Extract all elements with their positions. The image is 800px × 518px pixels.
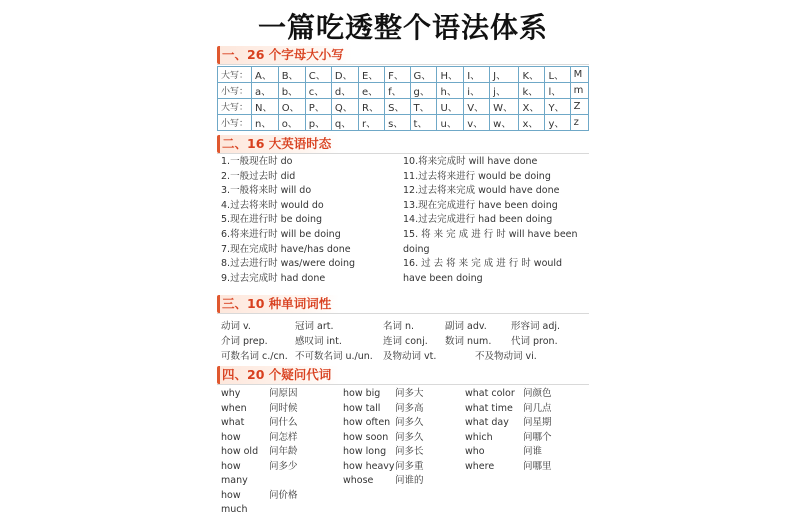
wh-item	[343, 387, 424, 402]
wh-column-2	[343, 387, 424, 489]
wh-meaning: 问年龄	[269, 446, 298, 457]
divider	[217, 384, 589, 385]
wh-meaning: 问多少	[269, 460, 298, 472]
alphabet-cell: U、	[437, 99, 464, 115]
wh-word: what	[221, 417, 245, 428]
page-title: 一篇吃透整个语法体系	[257, 11, 548, 44]
pos-item: 冠词 art.	[295, 321, 334, 332]
alphabet-cell: s、	[385, 115, 410, 131]
alphabet-cell: Q、	[331, 99, 358, 115]
alphabet-cell: H、	[437, 67, 464, 83]
alphabet-cell: u、	[437, 115, 464, 131]
alphabet-cell: P、	[305, 99, 331, 115]
wh-word: why	[221, 388, 241, 399]
alphabet-cell: z	[570, 115, 588, 131]
wh-meaning: 问多久	[395, 431, 424, 443]
wh-meaning: 问时候	[269, 402, 298, 414]
alphabet-cell: B、	[278, 67, 305, 83]
alphabet-cell: V、	[464, 99, 490, 115]
tense-item: 15. 将 来 完 成 进 行 时 will have been doing	[403, 228, 578, 255]
section-tenses-header	[217, 135, 339, 153]
divider	[217, 313, 589, 314]
alphabet-cell: w、	[490, 115, 519, 131]
alphabet-row-label: 小写：	[218, 83, 252, 99]
tense-item: 5.现在进行时 be doing	[221, 214, 323, 226]
alphabet-cell: j、	[490, 83, 519, 99]
wh-item	[343, 402, 424, 417]
wh-word: where	[465, 460, 495, 472]
wh-item	[465, 402, 552, 417]
wh-item	[343, 431, 424, 446]
pos-item: 代词 pron.	[511, 336, 558, 347]
tense-item: 4.过去将来时 would do	[221, 199, 324, 211]
alphabet-row-label: 小写：	[218, 115, 252, 131]
wh-item	[221, 416, 298, 431]
wh-meaning: 问什么	[269, 417, 298, 428]
alphabet-cell: x、	[519, 115, 545, 131]
section-alphabet-title: 一、26 个字母大小写	[217, 46, 352, 64]
alphabet-row	[218, 67, 589, 83]
tense-item: 2.一般过去时 did	[221, 170, 296, 182]
pos-item: 名词 n.	[383, 321, 415, 332]
alphabet-row	[218, 83, 589, 99]
wh-item	[343, 416, 424, 431]
alphabet-cell: W、	[490, 99, 519, 115]
alphabet-cell: d、	[331, 83, 358, 99]
alphabet-cell: k、	[519, 83, 545, 99]
alphabet-cell: t、	[410, 115, 437, 131]
alphabet-cell: X、	[519, 99, 545, 115]
alphabet-row-label: 大写：	[218, 67, 252, 83]
wh-item	[465, 387, 552, 402]
wh-meaning: 问价格	[269, 489, 298, 501]
wh-item	[221, 402, 298, 417]
alphabet-cell: r、	[359, 115, 385, 131]
alphabet-cell: p、	[305, 115, 331, 131]
section-wh-title: 四、20 个疑问代词	[217, 366, 339, 384]
wh-meaning: 问怎样	[269, 431, 298, 443]
tense-item: 12.过去将来完成 would have done	[403, 185, 560, 197]
wh-word: how tall	[343, 402, 381, 414]
alphabet-cell: E、	[359, 67, 385, 83]
alphabet-row	[218, 99, 589, 115]
alphabet-cell: f、	[385, 83, 410, 99]
tense-item: 9.过去完成时 had done	[221, 272, 326, 284]
alphabet-cell: Y、	[545, 99, 570, 115]
divider	[217, 64, 589, 65]
alphabet-cell: J、	[490, 67, 519, 83]
wh-item	[465, 460, 552, 475]
tense-item: 14.过去完成进行 had been doing	[403, 214, 553, 226]
tenses-list-right	[403, 155, 581, 286]
pos-item: 形容词 adj.	[511, 321, 561, 332]
document-page	[213, 0, 593, 515]
wh-word: when	[221, 402, 247, 414]
wh-word: who	[465, 446, 485, 457]
section-pos-header	[217, 295, 339, 313]
wh-word: how big	[343, 388, 381, 399]
section-pos-title: 三、10 种单词词性	[217, 295, 339, 313]
wh-word: what color	[465, 388, 515, 399]
wh-item	[465, 431, 552, 446]
alphabet-cell: D、	[331, 67, 358, 83]
wh-item	[465, 416, 552, 431]
wh-word: what time	[465, 402, 513, 414]
alphabet-cell: M	[570, 67, 588, 83]
wh-word: how many	[221, 460, 248, 486]
alphabet-cell: L、	[545, 67, 570, 83]
alphabet-cell: n、	[252, 115, 279, 131]
alphabet-cell: b、	[278, 83, 305, 99]
pos-item: 介词 prep.	[221, 336, 268, 347]
alphabet-cell: R、	[359, 99, 385, 115]
wh-word: how heavy	[343, 460, 395, 472]
tense-item: 16. 过 去 将 来 完 成 进 行 时 would have been doing	[403, 258, 563, 284]
wh-item	[221, 489, 298, 518]
alphabet-cell: q、	[331, 115, 358, 131]
alphabet-cell: m	[570, 83, 588, 99]
wh-item	[221, 431, 298, 446]
wh-column-3	[465, 387, 552, 474]
tense-item: 8.过去进行时 was/were doing	[221, 258, 356, 270]
alphabet-cell: g、	[410, 83, 437, 99]
wh-word: how much	[221, 489, 248, 515]
wh-meaning: 问多大	[395, 388, 424, 399]
wh-meaning: 问谁	[523, 446, 543, 457]
wh-meaning: 问几点	[523, 402, 552, 414]
tense-item: 7.现在完成时 have/has done	[221, 243, 351, 255]
pos-item: 感叹词 int.	[295, 336, 342, 347]
alphabet-table	[217, 66, 589, 131]
wh-meaning: 问颜色	[523, 388, 552, 399]
divider	[217, 153, 589, 154]
wh-word: what day	[465, 417, 509, 428]
pos-item: 连词 conj.	[383, 336, 428, 347]
section-tenses-title: 二、16 大英语时态	[217, 135, 339, 153]
tenses-list-left	[221, 155, 401, 286]
alphabet-row	[218, 115, 589, 131]
wh-meaning: 问多久	[395, 417, 424, 428]
wh-word: whose	[343, 475, 374, 486]
alphabet-cell: C、	[305, 67, 331, 83]
alphabet-cell: G、	[410, 67, 437, 83]
wh-item	[343, 460, 424, 475]
alphabet-cell: a、	[252, 83, 279, 99]
alphabet-cell: A、	[252, 67, 279, 83]
alphabet-cell: v、	[464, 115, 490, 131]
wh-item	[221, 387, 298, 402]
wh-meaning: 问谁的	[395, 475, 424, 486]
section-alphabet-header	[217, 46, 352, 64]
tense-item: 1.一般现在时 do	[221, 156, 293, 167]
pos-item: 副词 adv.	[445, 321, 487, 332]
wh-meaning: 问哪个	[523, 431, 552, 443]
section-wh-header	[217, 366, 339, 384]
alphabet-cell: O、	[278, 99, 305, 115]
wh-item	[343, 445, 424, 460]
wh-meaning: 问原因	[269, 388, 298, 399]
wh-meaning: 问多高	[395, 402, 424, 414]
wh-word: which	[465, 431, 493, 443]
alphabet-cell: o、	[278, 115, 305, 131]
wh-word: how old	[221, 446, 259, 457]
alphabet-cell: e、	[359, 83, 385, 99]
alphabet-cell: S、	[385, 99, 410, 115]
alphabet-cell: Z	[570, 99, 588, 115]
pos-item: 可数名词 c./cn.	[221, 351, 288, 362]
alphabet-cell: l、	[545, 83, 570, 99]
wh-meaning: 问星期	[523, 417, 552, 428]
wh-word: how long	[343, 446, 387, 457]
tense-item: 6.将来进行时 will be doing	[221, 228, 341, 240]
pos-item: 动词 v.	[221, 321, 251, 332]
alphabet-cell: c、	[305, 83, 331, 99]
wh-word: how	[221, 431, 241, 443]
alphabet-cell: I、	[464, 67, 490, 83]
alphabet-cell: i、	[464, 83, 490, 99]
wh-column-1	[221, 387, 298, 518]
pos-item: 不可数名词 u./un.	[295, 351, 373, 362]
pos-item: 及物动词 vt.	[383, 351, 437, 362]
pos-item: 数词 num.	[445, 336, 492, 347]
wh-meaning: 问哪里	[523, 460, 552, 472]
wh-meaning: 问多长	[395, 446, 424, 457]
tense-item: 10.将来完成时 will have done	[403, 156, 538, 167]
wh-item	[221, 445, 298, 460]
pos-item: 不及物动词 vi.	[475, 351, 537, 362]
wh-item	[221, 460, 298, 489]
alphabet-cell: h、	[437, 83, 464, 99]
wh-item	[343, 474, 424, 489]
alphabet-cell: F、	[385, 67, 410, 83]
alphabet-cell: y、	[545, 115, 570, 131]
tense-item: 3.一般将来时 will do	[221, 185, 312, 197]
wh-word: how often	[343, 417, 391, 428]
wh-item	[465, 445, 552, 460]
tense-item: 13.现在完成进行 have been doing	[403, 199, 558, 211]
alphabet-cell: N、	[252, 99, 279, 115]
alphabet-row-label: 大写：	[218, 99, 252, 115]
alphabet-cell: K、	[519, 67, 545, 83]
wh-meaning: 问多重	[395, 460, 424, 472]
wh-word: how soon	[343, 431, 389, 443]
alphabet-cell: T、	[410, 99, 437, 115]
tense-item: 11.过去将来进行 would be doing	[403, 170, 551, 182]
